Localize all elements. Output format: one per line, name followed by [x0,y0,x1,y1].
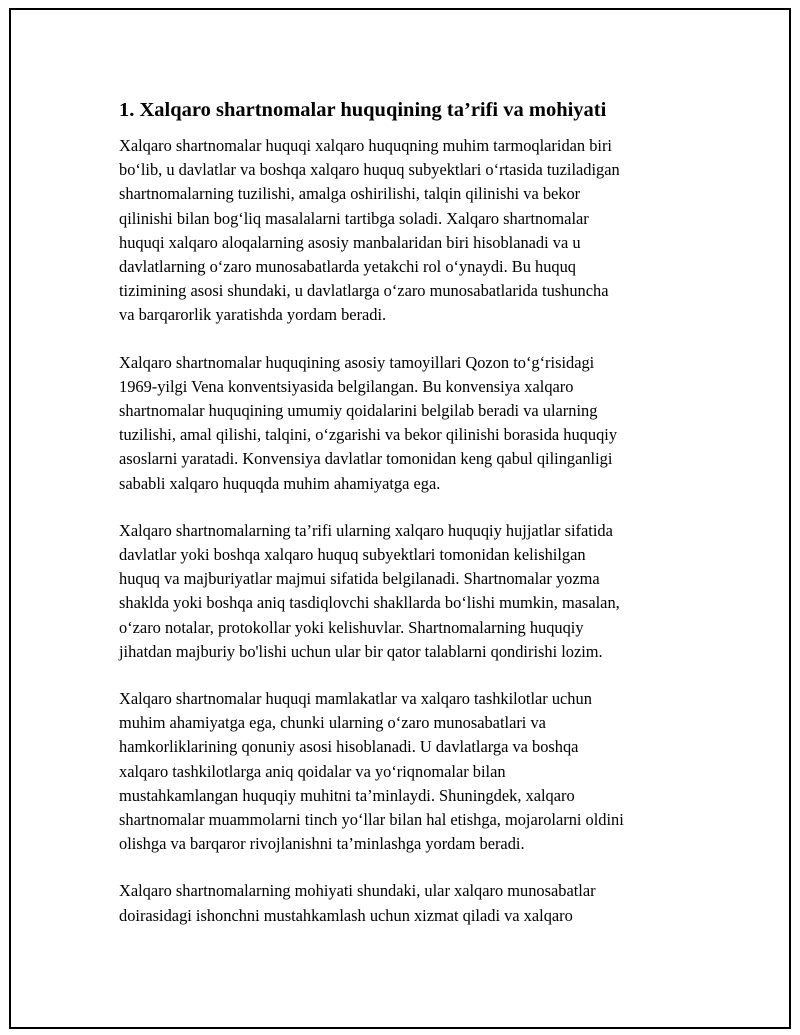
text-line: sababli xalqaro huquqda muhim ahamiyatga ega. [119,473,441,493]
text-line: va barqarorlik yaratishda yordam beradi. [119,305,387,325]
text-line: muhim ahamiyatga ega, chunki ularning o‘zaro munosabatlari va [119,713,546,733]
text-line: qilinishi bilan bog‘liq masalalarni tartibga soladi. Xalqaro shartnomalar [119,208,589,228]
text-line: davlatlarning o‘zaro munosabatlarda yetakchi rol o‘ynaydi. Bu huquq [119,257,576,277]
text-line: olishga va barqaror rivojlanishni ta’minlashga yordam beradi. [119,834,525,854]
text-line: tuzilishi, amal qilishi, talqini, o‘zgarishi va bekor qilinishi borasida huquqiy [119,425,618,445]
text-line: shaklda yoki boshqa aniq tasdiqlovchi shakllarda bo‘lishi mumkin, masalan, [119,593,620,613]
paragraph [119,879,709,927]
paragraph [119,351,709,496]
text-line: 1969-yilgi Vena konventsiyasida belgilangan. Bu konvensiya xalqaro [119,376,574,396]
paragraph [119,134,709,328]
paragraph-list [119,134,709,928]
text-line: davlatlar yoki boshqa xalqaro huquq subyektlari tomonidan kelishilgan [119,545,586,565]
text-line: xalqaro tashkilotlarga aniq qoidalar va yo‘riqnomalar bilan [119,761,506,781]
text-line: huquqi xalqaro aloqalarning asosiy manbalaridan biri hisoblanadi va u [119,232,581,252]
section-heading: 1. Xalqaro shartnomalar huquqining ta’rifi va mohiyati [119,99,607,121]
text-line: bo‘lib, u davlatlar va boshqa xalqaro huquq subyektlari o‘rtasida tuziladigan [119,160,620,180]
text-line: mustahkamlangan huquqiy muhitni ta’minlaydi. Shuningdek, xalqaro [119,785,575,805]
text-line: Xalqaro shartnomalar huquqining asosiy tamoyillari Qozon to‘g‘risidagi [119,352,595,372]
text-line: shartnomalar huquqining umumiy qoidalarini belgilab beradi va ularning [119,401,598,421]
text-line: doirasidagi ishonchni mustahkamlash uchun xizmat qiladi va xalqaro [119,905,573,925]
text-line: Xalqaro shartnomalar huquqi mamlakatlar va xalqaro tashkilotlar uchun [119,689,592,709]
document-body [119,96,709,951]
text-line: tizimining asosi shundaki, u davlatlarga o‘zaro munosabatlarida tushuncha [119,281,609,301]
text-line: shartnomalar muammolarni tinch yo‘llar bilan hal etishga, mojarolarni oldini [119,810,624,830]
text-line: asoslarni yaratadi. Konvensiya davlatlar tomonidan keng qabul qilinganligi [119,449,613,469]
text-line: shartnomalarning tuzilishi, amalga oshirilishi, talqin qilinishi va bekor [119,184,581,204]
text-line: Xalqaro shartnomalar huquqi xalqaro huquqning muhim tarmoqlaridan biri [119,136,612,155]
text-line: Xalqaro shartnomalarning ta’rifi ularning xalqaro huquqiy hujjatlar sifatida [119,520,613,540]
text-line: hamkorliklarining qonuniy asosi hisoblanadi. U davlatlarga va boshqa [119,737,579,757]
paragraph [119,519,709,664]
text-line: huquq va majburiyatlar majmui sifatida belgilanadi. Shartnomalar yozma [119,569,600,589]
text-line: o‘zaro notalar, protokollar yoki kelishuvlar. Shartnomalarning huquqiy [119,617,584,637]
page-border [9,8,791,1029]
text-line: jihatdan majburiy bo'lishi uchun ular bir qator talablarni qondirishi lozim. [119,641,603,661]
text-line: Xalqaro shartnomalarning mohiyati shundaki, ular xalqaro munosabatlar [119,881,596,901]
paragraph [119,687,709,856]
